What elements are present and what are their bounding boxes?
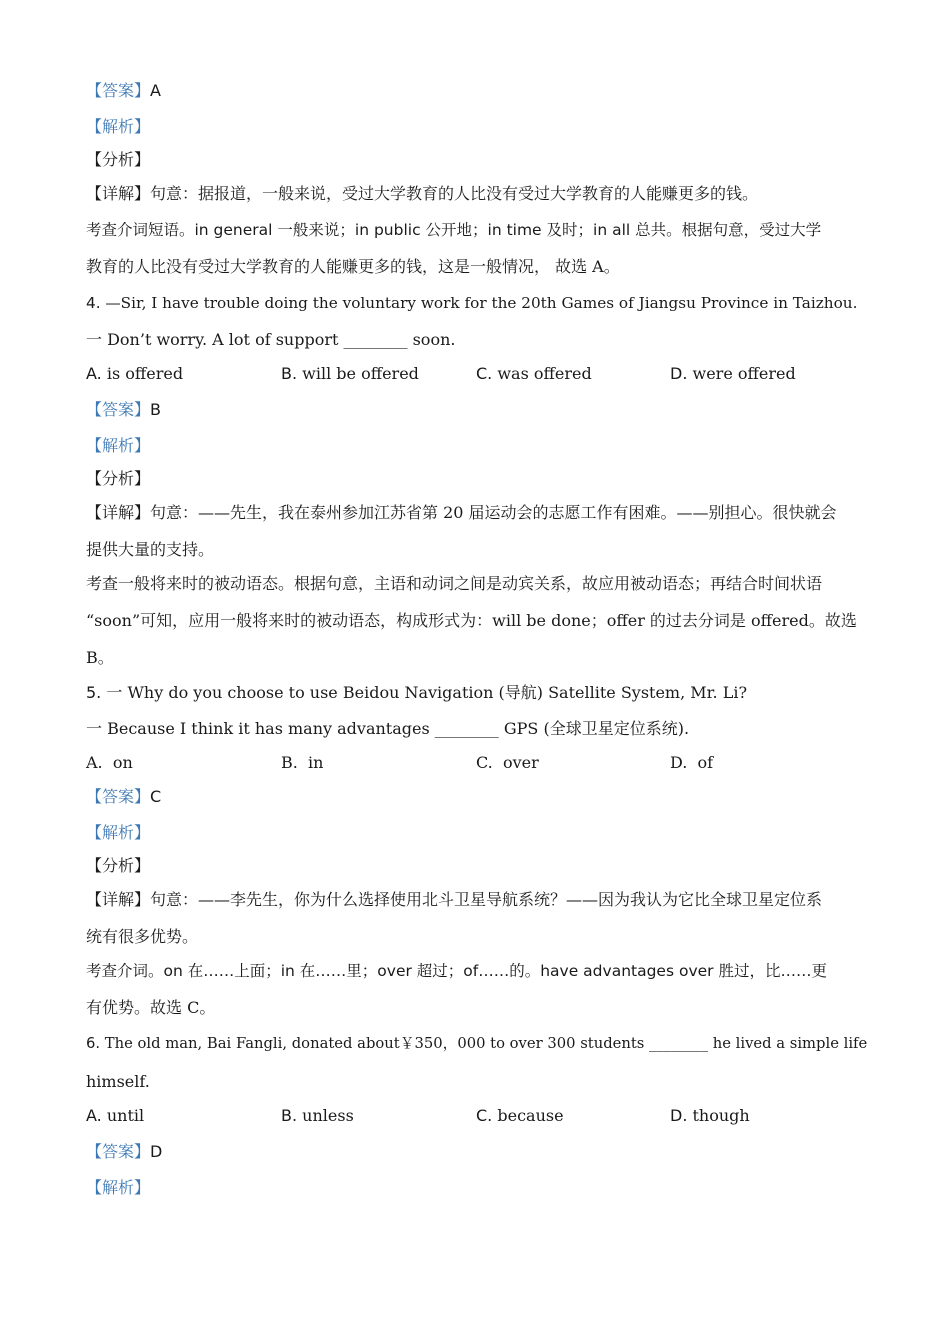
option-d <box>670 364 796 384</box>
detail-text: 统有很多优势。 <box>86 927 199 946</box>
explain-line: 教育的人比没有受过大学教育的人能赚更多的钱，这是一般情况， 故选 A。 <box>86 257 620 276</box>
option-c <box>476 364 592 384</box>
option-letter: D. <box>670 1106 688 1125</box>
explain-line: 考查介词短语。in general 一般来说；in public 公开地；in time 及时；in all 总共。根据句意，受过大学 <box>86 221 822 239</box>
option-letter: A. <box>86 364 102 383</box>
option-a <box>86 1106 144 1126</box>
detail-tag: 【详解】 <box>86 184 151 203</box>
analysis-tag: 【解析】 <box>86 823 151 842</box>
option-text: because <box>497 1106 564 1125</box>
answer-tag: 【答案】 <box>86 1142 151 1161</box>
question-stem <box>86 683 866 703</box>
question-number: 4. <box>86 294 101 312</box>
analysis-tag: 【解析】 <box>86 1178 151 1197</box>
explain-line: 考查一般将来时的被动语态。根据句意，主语和动词之间是动宾关系，故应用被动语态；再结合时间状语 <box>86 574 823 593</box>
option-d <box>670 1106 750 1126</box>
option-b <box>281 364 419 384</box>
detail-line <box>86 184 866 204</box>
option-letter: B. <box>281 364 298 383</box>
answer-value: A <box>150 81 161 100</box>
option-letter: C. <box>476 753 493 772</box>
option-text: was offered <box>497 364 592 383</box>
option-d <box>670 753 713 773</box>
option-a <box>86 753 133 773</box>
option-letter: B. <box>281 1106 298 1125</box>
question-text: 一 Don’t worry. A lot of support ________ soon. <box>86 330 456 349</box>
question-text: The old man, Bai Fangli, donated about￥350，000 to over 300 students ________ he lived a simple life <box>104 1035 868 1052</box>
option-letter: C. <box>476 364 493 383</box>
option-text: is offered <box>106 364 184 383</box>
option-text: were offered <box>692 364 796 383</box>
detail-line <box>86 890 866 910</box>
option-b <box>281 753 323 773</box>
answer-line <box>86 1142 866 1162</box>
answer-line <box>86 787 866 807</box>
fenxi-tag: 【分析】 <box>86 856 151 875</box>
answer-tag: 【答案】 <box>86 81 151 100</box>
option-text: though <box>692 1106 750 1125</box>
detail-text: 句意：据报道，一般来说，受过大学教育的人比没有受过大学教育的人能赚更多的钱。 <box>150 184 759 203</box>
option-c <box>476 1106 564 1126</box>
option-letter: B. <box>281 753 298 772</box>
question-number: 5. <box>86 683 102 702</box>
option-text: on <box>112 753 133 772</box>
explain-line: 考查介词。on 在……上面；in 在……里；over 超过；of……的。have advantages over 胜过，比……更 <box>86 962 827 980</box>
question-text: himself. <box>86 1072 150 1091</box>
option-letter: A. <box>86 753 103 772</box>
answer-value: D <box>150 1142 163 1161</box>
detail-text: 句意：——李先生，你为什么选择使用北斗卫星导航系统？——因为我认为它比全球卫星定位系 <box>150 890 823 909</box>
option-letter: C. <box>476 1106 493 1125</box>
fenxi-tag: 【分析】 <box>86 469 151 488</box>
option-c <box>476 753 539 773</box>
answer-tag: 【答案】 <box>86 787 151 806</box>
answer-tag: 【答案】 <box>86 400 151 419</box>
option-text: will be offered <box>302 364 419 383</box>
detail-tag: 【详解】 <box>86 503 151 522</box>
answer-value: C <box>150 787 162 806</box>
analysis-tag: 【解析】 <box>86 117 151 136</box>
option-a <box>86 364 183 384</box>
fenxi-tag: 【分析】 <box>86 150 151 169</box>
answer-line <box>86 81 866 101</box>
question-number: 6. <box>86 1035 101 1052</box>
detail-text: 句意：——先生，我在泰州参加江苏省第 20 届运动会的志愿工作有困难。——别担心。很快就会 <box>150 503 837 522</box>
option-b <box>281 1106 354 1126</box>
question-text: 一 Because I think it has many advantages ________ GPS (全球卫星定位系统). <box>86 719 690 738</box>
detail-line <box>86 503 866 523</box>
explain-line: 有优势。故选 C。 <box>86 998 216 1017</box>
option-letter: A. <box>86 1106 102 1125</box>
detail-tag: 【详解】 <box>86 890 151 909</box>
question-stem <box>86 293 866 313</box>
option-text: until <box>106 1106 145 1125</box>
explain-line: B。 <box>86 648 114 667</box>
explain-line: “soon”可知，应用一般将来时的被动语态，构成形式为：will be done；offer 的过去分词是 offered。故选 <box>86 611 857 630</box>
option-text: unless <box>302 1106 354 1125</box>
option-letter: D. <box>670 753 688 772</box>
question-text: —Sir, I have trouble doing the voluntary work for the 20th Games of Jiangsu Province in Taizhou. <box>105 294 858 312</box>
analysis-tag: 【解析】 <box>86 436 151 455</box>
option-letter: D. <box>670 364 688 383</box>
option-text: over <box>502 753 539 772</box>
answer-line <box>86 400 866 420</box>
question-text: 一 Why do you choose to use Beidou Navigation (导航) Satellite System, Mr. Li? <box>106 683 748 702</box>
answer-value: B <box>150 400 161 419</box>
detail-text: 提供大量的支持。 <box>86 540 215 559</box>
question-stem <box>86 1034 866 1054</box>
option-text: in <box>308 753 324 772</box>
option-text: of <box>697 753 714 772</box>
